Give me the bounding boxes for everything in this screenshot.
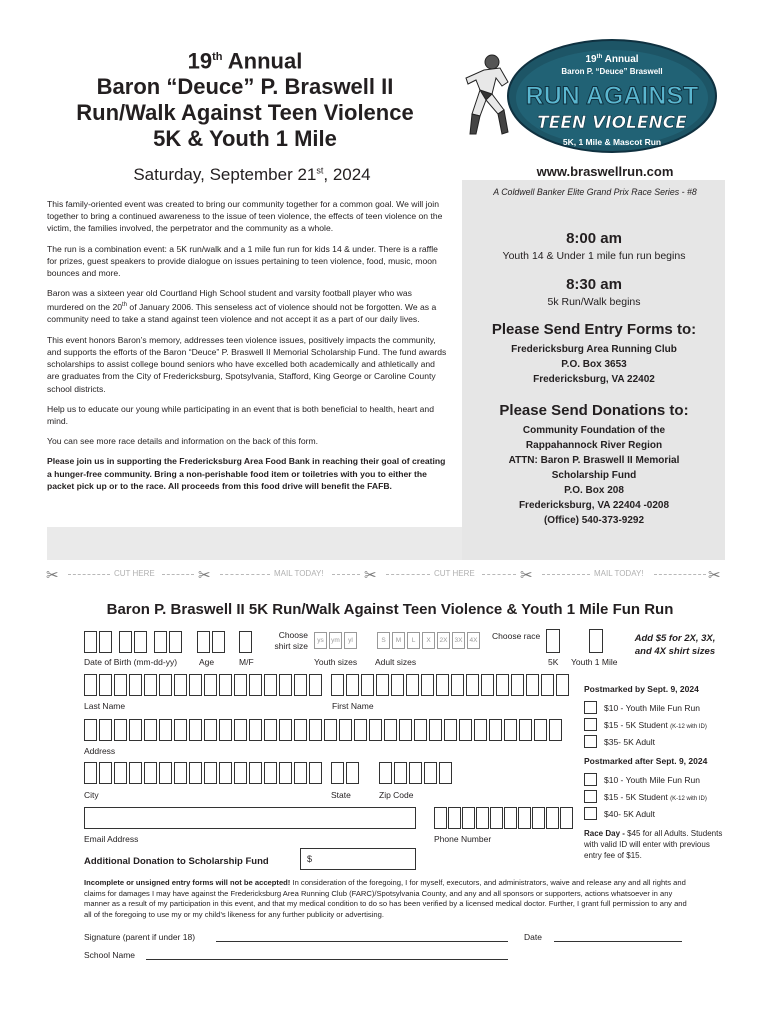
- char-box[interactable]: [406, 674, 419, 696]
- runner-icon: [466, 55, 508, 134]
- early-student-checkbox[interactable]: [584, 718, 597, 731]
- char-box[interactable]: [174, 719, 187, 741]
- food-drive-note: Please join us in supporting the Fredericksburg Area Food Bank in reaching their goal of creating a hunger-free community. Bring a non-perishable food item or toiletries with you to either the packet pick up or to the race. All proceeds from this food drive will benefit the FAFB.: [47, 456, 446, 491]
- char-box[interactable]: [309, 719, 322, 741]
- char-box[interactable]: [534, 719, 547, 741]
- choose-race-label: Choose race: [492, 631, 541, 641]
- entry-address: [464, 321, 724, 387]
- char-box[interactable]: [439, 762, 452, 784]
- char-box[interactable]: [279, 762, 292, 784]
- char-box[interactable]: [114, 719, 127, 741]
- char-box[interactable]: [249, 674, 262, 696]
- char-box[interactable]: [546, 807, 559, 829]
- mail-today-2: MAIL TODAY!: [594, 569, 644, 578]
- char-box[interactable]: [144, 719, 157, 741]
- char-box[interactable]: [84, 674, 97, 696]
- race-day-note: Race Day - $45 for all Adults. Students with valid ID will enter with previous entry fee of $15.: [584, 829, 723, 860]
- char-box[interactable]: [394, 762, 407, 784]
- date-line[interactable]: [554, 941, 682, 942]
- zip-label: Zip Code: [379, 790, 414, 800]
- char-box[interactable]: [99, 719, 112, 741]
- state-field-1[interactable]: [331, 762, 344, 784]
- early-adult-checkbox[interactable]: [584, 735, 597, 748]
- char-box[interactable]: [414, 719, 427, 741]
- char-box[interactable]: [309, 762, 322, 784]
- title-line-4: 5K & Youth 1 Mile: [153, 126, 337, 152]
- youth-sizes-label: Youth sizes: [314, 657, 358, 667]
- early-pricing-heading: Postmarked by Sept. 9, 2024: [584, 684, 699, 694]
- title-line-2: Baron “Deuce” P. Braswell II: [96, 74, 394, 100]
- char-box[interactable]: [361, 674, 374, 696]
- time-1: 8:00 am: [566, 230, 622, 247]
- char-box[interactable]: [424, 762, 437, 784]
- char-box[interactable]: [114, 762, 127, 784]
- state-label: State: [331, 790, 351, 800]
- char-box[interactable]: [560, 807, 573, 829]
- early-youth-label: $10 - Youth Mile Fun Run: [604, 703, 700, 713]
- char-box[interactable]: [549, 719, 562, 741]
- char-box[interactable]: [518, 807, 531, 829]
- char-box[interactable]: [234, 719, 247, 741]
- event-1: Youth 14 & Under 1 mile fun run begins: [502, 250, 686, 262]
- char-box[interactable]: [144, 762, 157, 784]
- char-box[interactable]: [219, 719, 232, 741]
- school-line[interactable]: [146, 959, 508, 960]
- dollar-sign: $: [307, 854, 313, 864]
- email-field[interactable]: [84, 807, 416, 829]
- char-box[interactable]: [444, 719, 457, 741]
- donation-address: [464, 402, 724, 528]
- char-box[interactable]: [99, 762, 112, 784]
- paragraph-2: The run is a combination event: a 5K run/walk and a 1 mile fun run for kids 14 & under. There is a raffle for prizes, guest speakers to provide dialogue on issues pertaining to teen violence, food, music, moon bounces and more.: [47, 243, 438, 279]
- entry-line-1: Fredericksburg Area Running Club: [511, 344, 677, 355]
- char-box[interactable]: [434, 807, 447, 829]
- race-youth-mile-box[interactable]: [589, 629, 603, 653]
- entry-line-2: P.O. Box 3653: [561, 359, 627, 370]
- char-box[interactable]: [376, 674, 389, 696]
- schedule: [464, 230, 724, 308]
- logo-subtitle: 5K, 1 Mile & Mascot Run: [562, 137, 662, 147]
- early-adult-label: $35- 5K Adult: [604, 737, 656, 747]
- phone-label: Phone Number: [434, 834, 492, 844]
- website-link[interactable]: www.braswellrun.com: [536, 164, 674, 179]
- char-box[interactable]: [489, 719, 502, 741]
- donation-heading: Please Send Donations to:: [499, 402, 689, 419]
- size-2x-box[interactable]: 2X: [437, 632, 450, 649]
- char-box[interactable]: [114, 674, 127, 696]
- char-box[interactable]: [511, 674, 524, 696]
- char-box[interactable]: [504, 719, 517, 741]
- char-box[interactable]: [532, 807, 545, 829]
- size-ym-box[interactable]: ym: [329, 632, 342, 649]
- event-logo: [462, 38, 722, 156]
- char-box[interactable]: [174, 674, 187, 696]
- address-label: Address: [84, 746, 116, 756]
- char-box[interactable]: [264, 674, 277, 696]
- donation-amount-field[interactable]: [300, 848, 416, 870]
- char-box[interactable]: [99, 674, 112, 696]
- donation-line-3: ATTN: Baron P. Braswell II Memorial: [508, 455, 680, 466]
- gray-band: [47, 527, 462, 560]
- char-box[interactable]: [466, 674, 479, 696]
- race-youth-label: Youth 1 Mile: [571, 657, 618, 667]
- paragraph-6: You can see more race details and information on the back of this form.: [47, 436, 319, 447]
- late-youth-label: $10 - Youth Mile Fun Run: [604, 775, 700, 785]
- donation-line-2: Rappahannock River Region: [525, 440, 663, 451]
- size-4x-box[interactable]: 4X: [467, 632, 480, 649]
- city-label: City: [84, 790, 99, 800]
- char-box[interactable]: [379, 762, 392, 784]
- char-box[interactable]: [219, 762, 232, 784]
- size-x-box[interactable]: X: [422, 632, 435, 649]
- donation-line-6: Fredericksburg, VA 22404 -0208: [518, 500, 670, 511]
- char-box[interactable]: [204, 719, 217, 741]
- char-box[interactable]: [504, 807, 517, 829]
- char-box[interactable]: [174, 762, 187, 784]
- event-date: Saturday, September 21st, 2024: [133, 165, 371, 184]
- char-box[interactable]: [234, 762, 247, 784]
- char-box[interactable]: [159, 674, 172, 696]
- donation-line-1: Community Foundation of the: [522, 425, 666, 436]
- signature-label: Signature (parent if under 18): [84, 932, 196, 942]
- race-5k-box[interactable]: [546, 629, 560, 653]
- email-label: Email Address: [84, 834, 139, 844]
- char-box[interactable]: [129, 762, 142, 784]
- char-box[interactable]: [294, 762, 307, 784]
- char-box[interactable]: [204, 762, 217, 784]
- size-ys-box[interactable]: ys: [314, 632, 327, 649]
- char-box[interactable]: [459, 719, 472, 741]
- char-box[interactable]: [526, 674, 539, 696]
- char-box[interactable]: [339, 719, 352, 741]
- char-box[interactable]: [159, 762, 172, 784]
- char-box[interactable]: [234, 674, 247, 696]
- char-box[interactable]: [496, 674, 509, 696]
- dob-label: Date of Birth (mm-dd-yy): [84, 657, 178, 667]
- char-box[interactable]: [448, 807, 461, 829]
- late-student-checkbox[interactable]: [584, 790, 597, 803]
- char-box[interactable]: [324, 719, 337, 741]
- size-l-box[interactable]: L: [407, 632, 420, 649]
- char-box[interactable]: [309, 674, 322, 696]
- char-box[interactable]: [541, 674, 554, 696]
- first-name-label: First Name: [332, 701, 374, 711]
- logo-annual: 19th Annual: [585, 54, 639, 65]
- title-line-3: Run/Walk Against Teen Violence: [76, 100, 414, 126]
- scissors-icon: ✂: [198, 567, 211, 584]
- scissors-icon: ✂: [708, 567, 721, 584]
- char-box[interactable]: [331, 674, 344, 696]
- cut-here-1: CUT HERE: [114, 569, 155, 578]
- char-box[interactable]: [429, 719, 442, 741]
- paragraph-1: This family-oriented event was created to bring our community together for a common goal. We will join together to bring a continued awareness to the issue of teen violence, the effects of teen violence on the victim, the families involved, the perpetrator and the community as a whole.: [47, 199, 443, 234]
- char-box[interactable]: [129, 719, 142, 741]
- logo-run-against: RUN AGAINST: [525, 82, 699, 110]
- char-box[interactable]: [409, 762, 422, 784]
- paragraph-4: This event honors Baron’s memory, addresses teen violence issues, positively impacts the community, and supports the efforts of the Baron “Deuce” P. Braswell II Memorial Scholarship Fund. The fund awards scholarships to assist college bound seniors who have excelled both academically and athletically and are graduates from the City of Fredericksburg, Spotsylvania, Stafford, King George or Caroline County school districts.: [47, 334, 447, 394]
- logo-teen-violence: TEEN VIOLENCE: [537, 113, 687, 133]
- char-box[interactable]: [399, 719, 412, 741]
- donation-label: Additional Donation to Scholarship Fund: [84, 856, 269, 867]
- char-box[interactable]: [556, 674, 569, 696]
- char-box[interactable]: [369, 719, 382, 741]
- char-box[interactable]: [84, 719, 97, 741]
- char-box[interactable]: [384, 719, 397, 741]
- char-box[interactable]: [204, 674, 217, 696]
- adult-sizes-label: Adult sizes: [375, 657, 417, 667]
- choose-shirt-label: Choose shirt size: [274, 630, 308, 651]
- char-box[interactable]: [189, 674, 202, 696]
- char-box[interactable]: [129, 674, 142, 696]
- event-title: 19th Annual Baron “Deuce” P. Braswell II Run/Walk Against Teen Violence 5K & Youth 1 Mile: [60, 44, 430, 152]
- race-5k-label: 5K: [548, 657, 559, 667]
- char-box[interactable]: [481, 674, 494, 696]
- school-label: School Name: [84, 950, 136, 960]
- char-box[interactable]: [474, 719, 487, 741]
- char-box[interactable]: [354, 719, 367, 741]
- char-box[interactable]: [144, 674, 157, 696]
- char-box[interactable]: [519, 719, 532, 741]
- gender-field[interactable]: [239, 631, 252, 653]
- char-box[interactable]: [490, 807, 503, 829]
- size-m-box[interactable]: M: [392, 632, 405, 649]
- scissors-icon: ✂: [46, 567, 59, 584]
- size-3x-box[interactable]: 3X: [452, 632, 465, 649]
- char-box[interactable]: [84, 762, 97, 784]
- late-youth-checkbox[interactable]: [584, 773, 597, 786]
- char-box[interactable]: [451, 674, 464, 696]
- char-box[interactable]: [462, 807, 475, 829]
- shirt-surcharge-note: Add $5 for 2X, 3X, and 4X shirt sizes: [634, 633, 716, 657]
- char-box[interactable]: [249, 762, 262, 784]
- char-box[interactable]: [249, 719, 262, 741]
- waiver-text: Incomplete or unsigned entry forms will not be accepted! In consideration of the foregoing, I for myself, executors, and administrators, waive and release any and all rights and claims for damages I may have against the Fredericksburg Area Running Club (FARC)/Spotsylvania County, and any and all sponsors or supporters, actions whatsoever in any manner as a result of my participation in this event, and that my medical condition to do so has been verified by a licensed medical doctor. Further, I grant full permission to any and all of the foregoing to use my or my child’s likeness for any further publicity or advertising.: [84, 878, 687, 919]
- donation-line-5: P.O. Box 208: [564, 485, 624, 496]
- char-box[interactable]: [189, 719, 202, 741]
- entry-heading: Please Send Entry Forms to:: [491, 321, 697, 338]
- cut-here-2: CUT HERE: [434, 569, 475, 578]
- logo-name: Baron P. “Deuce” Braswell: [561, 67, 663, 76]
- cut-line: [40, 566, 730, 584]
- signature-line[interactable]: [216, 941, 508, 942]
- state-field-2[interactable]: [346, 762, 359, 784]
- form-title: Baron P. Braswell II 5K Run/Walk Against Teen Violence & Youth 1 Mile Fun Run: [106, 601, 674, 618]
- char-box[interactable]: [279, 674, 292, 696]
- early-youth-checkbox[interactable]: [584, 701, 597, 714]
- char-box[interactable]: [264, 719, 277, 741]
- race-series: A Coldwell Banker Elite Grand Prix Race Series - #8: [493, 187, 697, 197]
- mail-today-1: MAIL TODAY!: [274, 569, 324, 578]
- char-box[interactable]: [421, 674, 434, 696]
- paragraph-5: Help us to educate our young while participating in an event that is both beneficial to health, heart and mind.: [47, 403, 434, 426]
- char-box[interactable]: [436, 674, 449, 696]
- char-box[interactable]: [476, 807, 489, 829]
- event-2: 5k Run/Walk begins: [547, 296, 641, 308]
- char-box[interactable]: [294, 719, 307, 741]
- time-2: 8:30 am: [566, 276, 622, 293]
- gender-label: M/F: [239, 657, 254, 667]
- last-name-label: Last Name: [84, 701, 126, 711]
- scissors-icon: ✂: [364, 567, 377, 584]
- late-pricing-heading: Postmarked after Sept. 9, 2024: [584, 756, 708, 766]
- char-box[interactable]: [219, 674, 232, 696]
- paragraph-3: Baron was a sixteen year old Courtland High School student and varsity football player who was murdered on the 20th of January 2006. This senseless act of violence should not be forgotten. We as a community need to take a stand against teen violence and not accept it as a part of our daily lives.: [47, 288, 437, 325]
- date-label: Date: [524, 932, 542, 942]
- char-box[interactable]: [189, 762, 202, 784]
- late-adult-checkbox[interactable]: [584, 807, 597, 820]
- char-box[interactable]: [279, 719, 292, 741]
- size-s-box[interactable]: S: [377, 632, 390, 649]
- scissors-icon: ✂: [520, 567, 533, 584]
- char-box[interactable]: [264, 762, 277, 784]
- char-box[interactable]: [159, 719, 172, 741]
- event-description: [47, 198, 449, 500]
- entry-line-3: Fredericksburg, VA 22402: [533, 374, 655, 385]
- late-adult-label: $40- 5K Adult: [604, 809, 656, 819]
- char-box[interactable]: [294, 674, 307, 696]
- donation-line-4: Scholarship Fund: [551, 470, 637, 481]
- donation-line-7: (Office) 540-373-9292: [543, 515, 645, 526]
- size-yl-box[interactable]: yl: [344, 632, 357, 649]
- age-label: Age: [199, 657, 215, 667]
- char-box[interactable]: [346, 674, 359, 696]
- char-box[interactable]: [391, 674, 404, 696]
